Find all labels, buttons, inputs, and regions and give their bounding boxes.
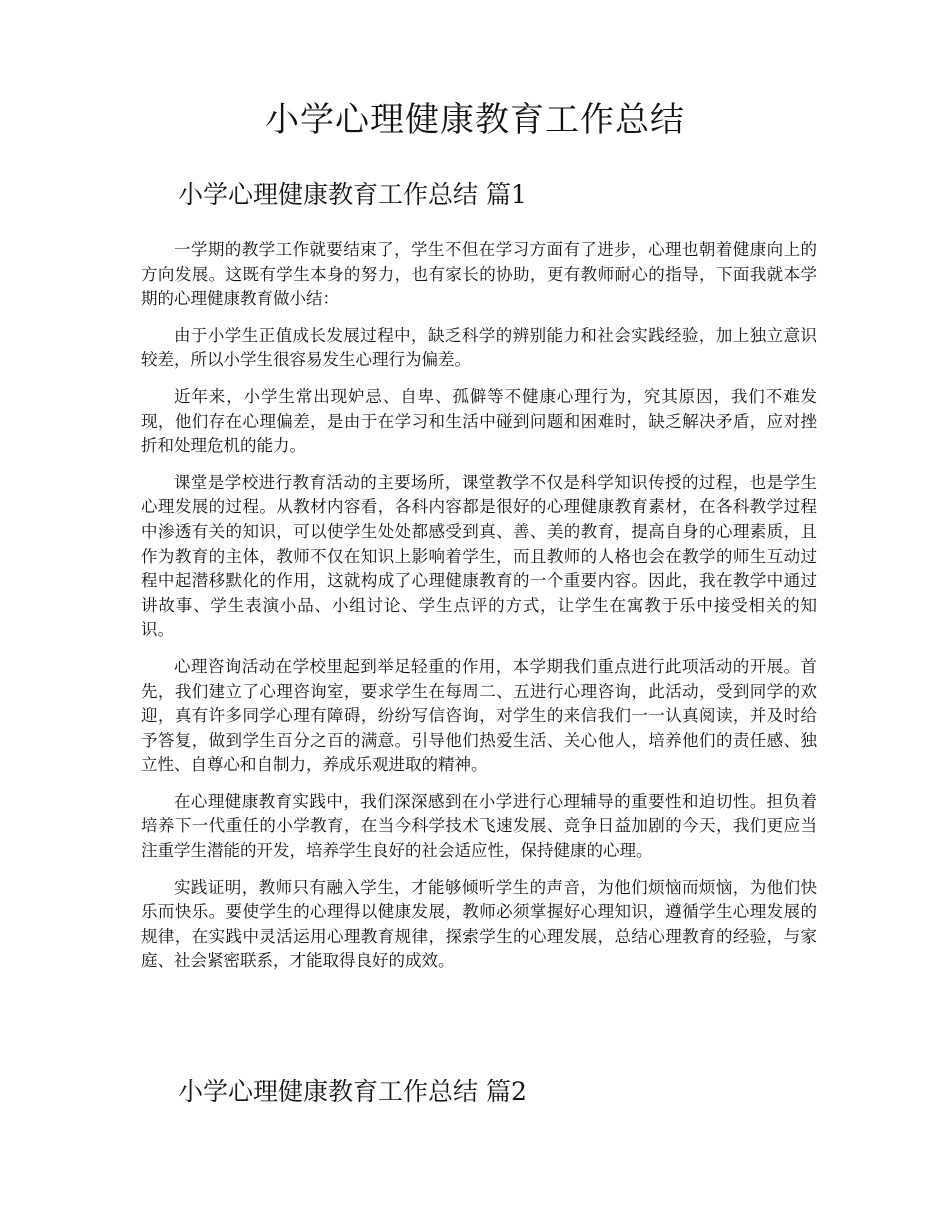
paragraph: 心理咨询活动在学校里起到举足轻重的作用，本学期我们重点进行此项活动的开展。首先，我们建立了心理咨询室，要求学生在每周二、五进行心理咨询，此活动，受到同学的欢迎，真有许多同学心理有障碍，纷纷写信咨询，对学生的来信我们一一认真阅读，并及时给予答复，做到学生百分之百的满意。引导他们热爱生活、关心他人，培养他们的责任感、独立性、自尊心和自制力，养成乐观进取的精神。 xyxy=(141,656,817,775)
paragraph: 课堂是学校进行教育活动的主要场所，课堂教学不仅是科学知识传授的过程，也是学生心理发展的过程。从教材内容看，各科内容都是很好的心理健康教育素材，在各科教学过程中渗透有关的知识，可以使学生处处都感受到真、善、美的教育，提高自身的心理素质，且作为教育的主体，教师不仅在知识上影响着学生，而且教师的人格也会在教学的师生互动过程中起潜移默化的作用，这就构成了心理健康教育的一个重要内容。因此，我在教学中通过讲故事、学生表演小品、小组讨论、学生点评的方式，让学生在寓教于乐中接受相关的知识。 xyxy=(141,472,817,640)
section-heading-1: 小学心理健康教育工作总结 篇1 xyxy=(178,180,527,209)
paragraph: 在心理健康教育实践中，我们深深感到在小学进行心理辅导的重要性和迫切性。担负着培养下一代重任的小学教育，在当今科学技术飞速发展、竞争日益加剧的今天，我们更应当注重学生潜能的开发，培养学生良好的社会适应性，保持健康的心理。 xyxy=(141,791,817,861)
paragraph: 近年来，小学生常出现妒忌、自卑、孤僻等不健康心理行为，究其原因，我们不难发现，他们存在心理偏差，是由于在学习和生活中碰到问题和困难时，缺乏解决矛盾，应对挫折和处理危机的能力。 xyxy=(141,386,817,456)
paragraph: 一学期的教学工作就要结束了，学生不但在学习方面有了进步，心理也朝着健康向上的方向发展。这既有学生本身的努力，也有家长的协助，更有教师耐心的指导，下面我就本学期的心理健康教育做小结： xyxy=(141,240,817,309)
paragraph: 由于小学生正值成长发展过程中，缺乏科学的辨别能力和社会实践经验，加上独立意识较差，所以小学生很容易发生心理行为偏差。 xyxy=(141,325,817,370)
document-title: 小学心理健康教育工作总结 xyxy=(265,100,685,140)
section-heading-2: 小学心理健康教育工作总结 篇2 xyxy=(178,1077,527,1106)
paragraph: 实践证明，教师只有融入学生，才能够倾听学生的声音，为他们烦恼而烦恼，为他们快乐而快乐。要使学生的心理得以健康发展，教师必须掌握好心理知识，遵循学生心理发展的规律，在实践中灵活运用心理教育规律，探索学生的心理发展，总结心理教育的经验，与家庭、社会紧密联系，才能取得良好的成效。 xyxy=(141,877,817,971)
section-1-body xyxy=(141,238,817,986)
